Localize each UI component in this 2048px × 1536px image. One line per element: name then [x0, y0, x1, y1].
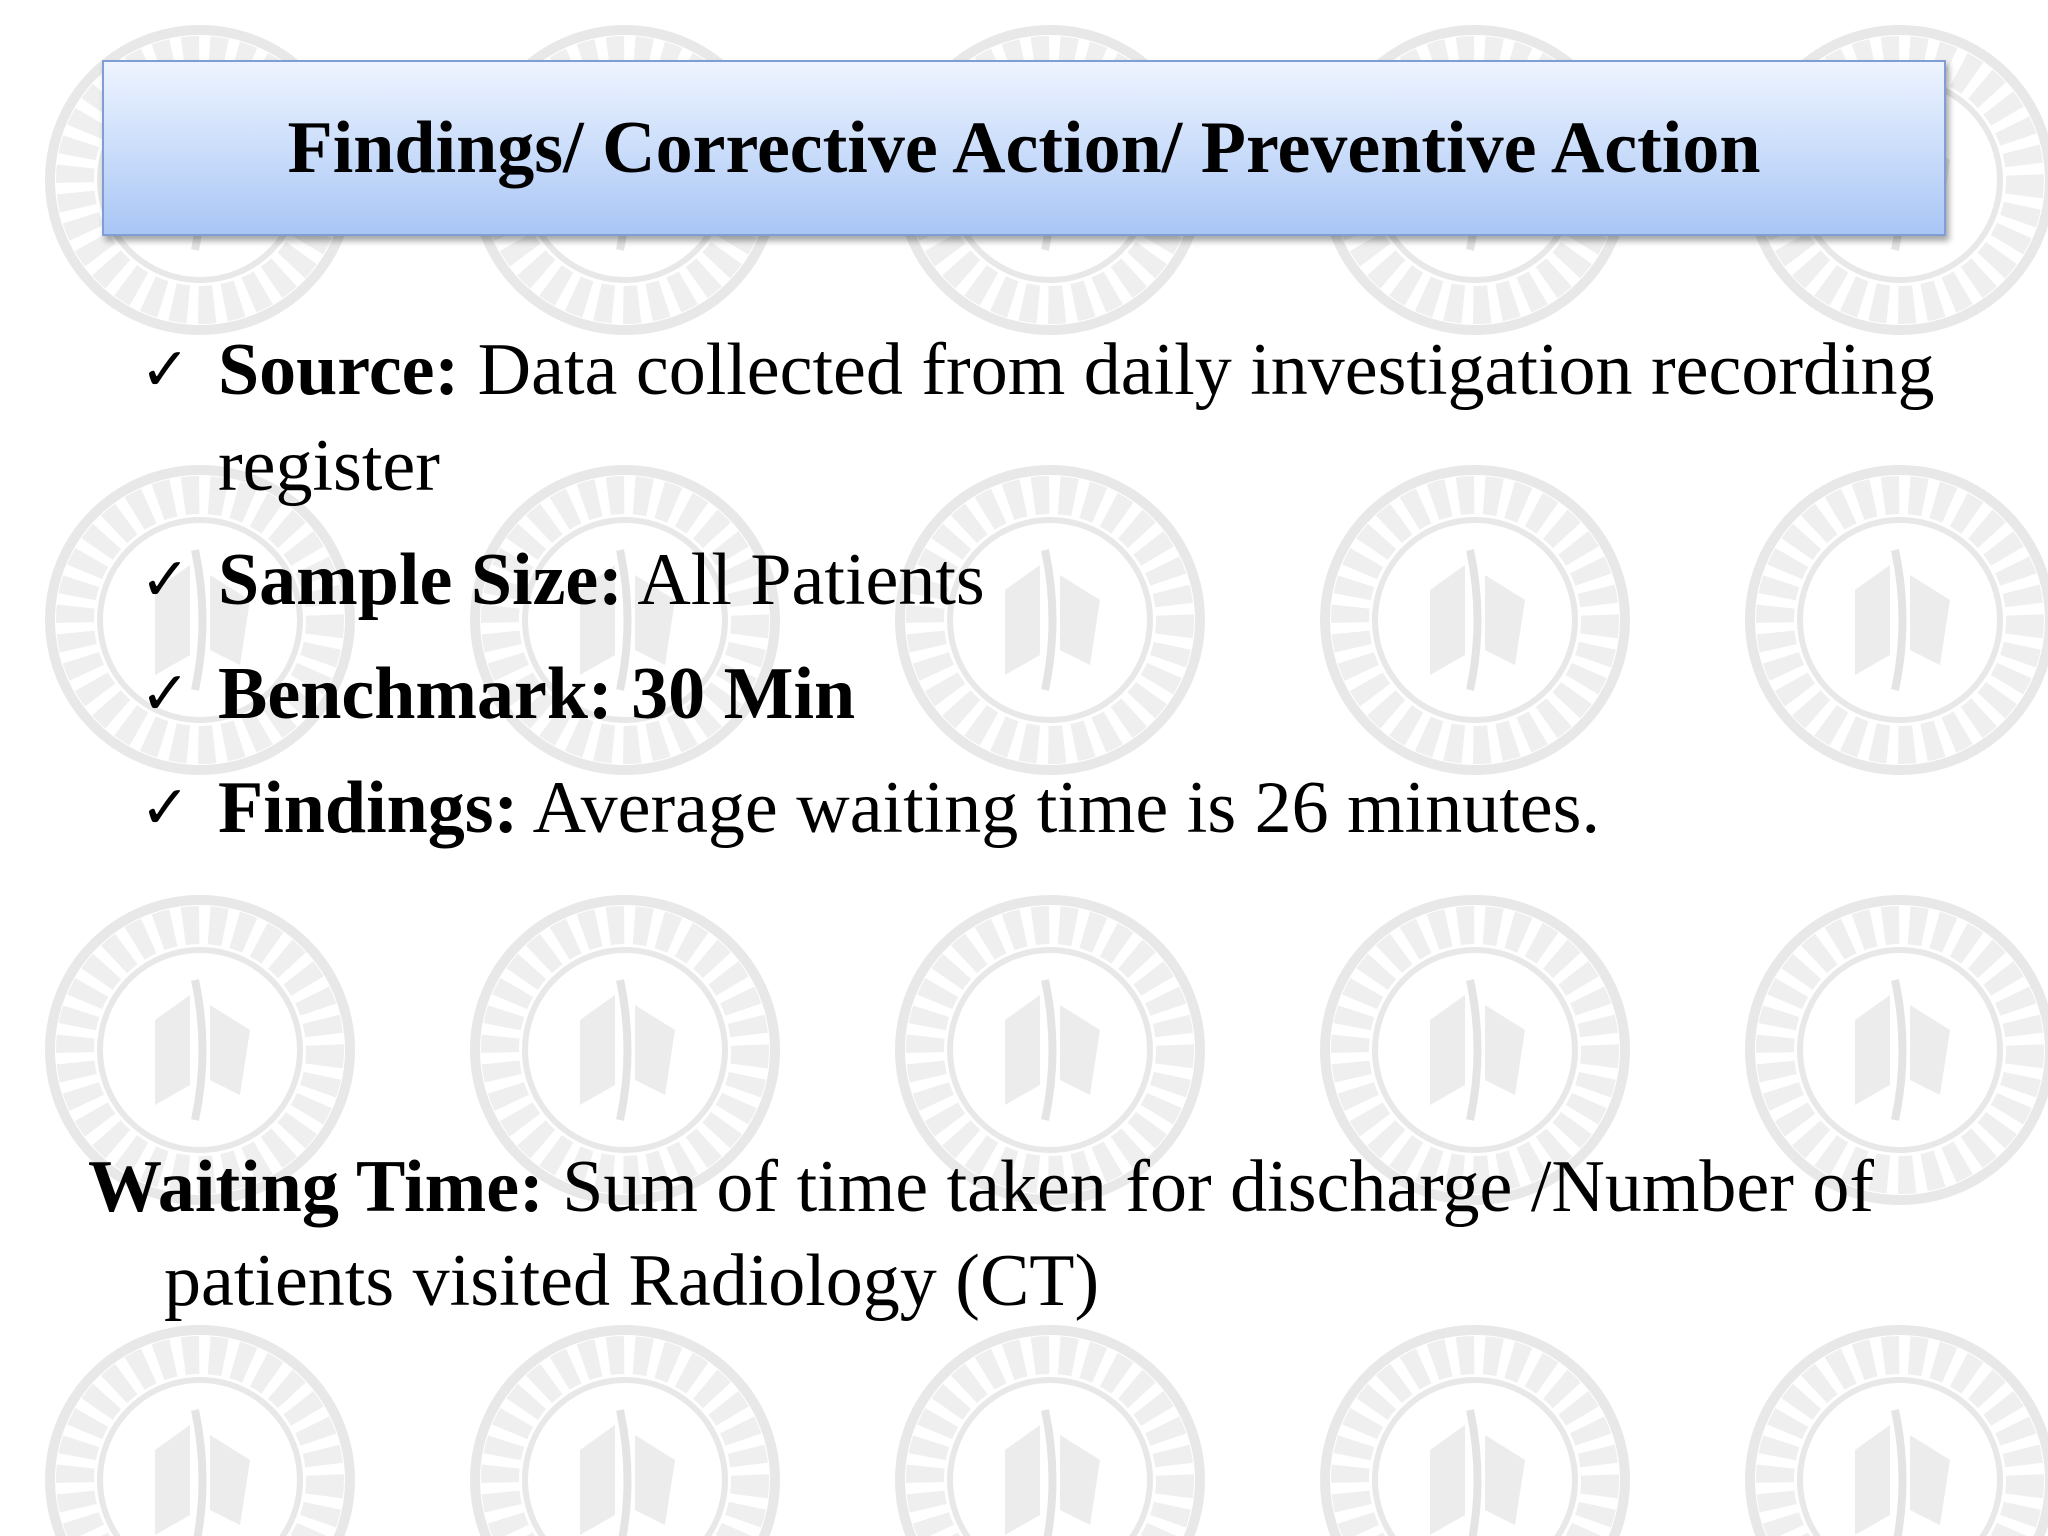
bullet-label: Source:	[218, 329, 460, 411]
bullet-text: Data collected from daily investigation recording register	[218, 329, 1935, 507]
slide-title-banner	[102, 60, 1946, 236]
bullet-benchmark	[140, 646, 1940, 742]
checkmark-icon: ✓	[140, 335, 191, 405]
bullet-findings	[140, 760, 1940, 856]
checkmark-icon: ✓	[140, 773, 191, 843]
definition-label: Waiting Time:	[88, 1146, 544, 1228]
checkmark-icon: ✓	[140, 545, 191, 615]
bullet-sample-size	[140, 532, 1940, 628]
bullet-source	[140, 322, 1940, 514]
slide-title: Findings/ Corrective Action/ Preventive Action	[287, 107, 1761, 189]
bullet-label: Sample Size:	[218, 539, 623, 621]
bullet-label: Findings:	[218, 767, 519, 849]
bullet-text: Average waiting time is 26 minutes.	[518, 767, 1600, 849]
bullet-text: All Patients	[622, 539, 985, 621]
bullet-list	[140, 322, 1940, 874]
checkmark-icon: ✓	[140, 659, 191, 729]
bullet-label: Benchmark: 30 Min	[218, 653, 856, 735]
waiting-time-definition	[88, 1140, 2044, 1328]
definition-text: Sum of time taken for discharge /Number of patients visited Radiology (CT)	[164, 1146, 1875, 1322]
